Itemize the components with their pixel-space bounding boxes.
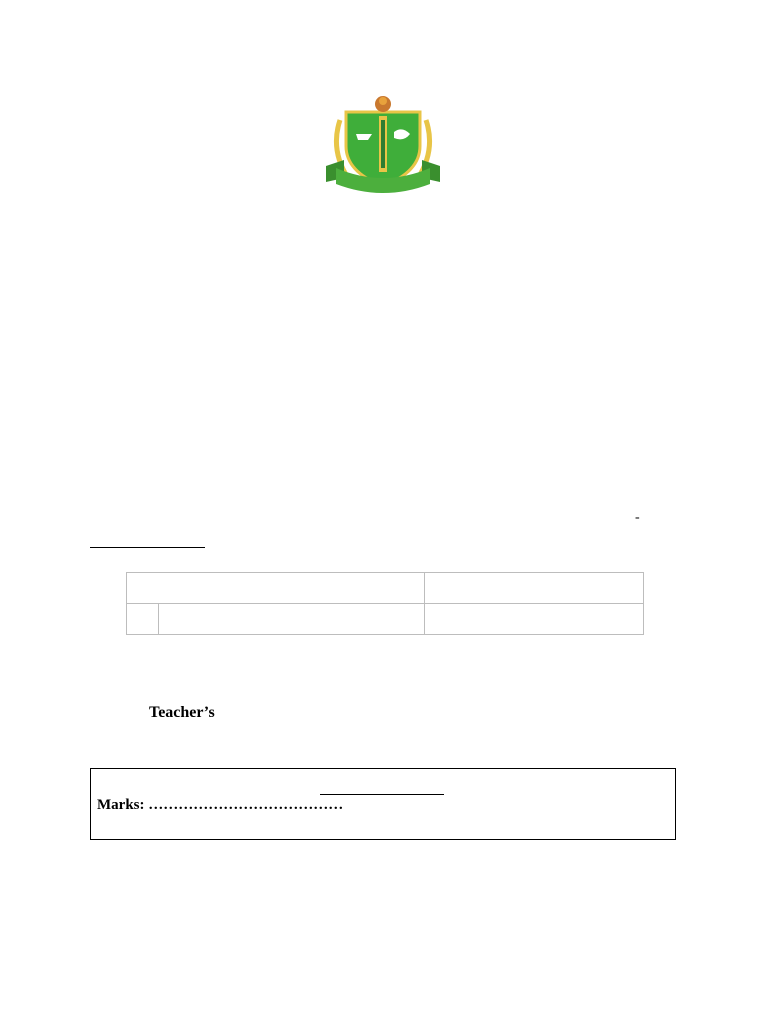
teacher-label: Teacher’s: [149, 704, 215, 721]
table-row: [127, 573, 644, 604]
info-table: [126, 572, 644, 635]
marks-label: Marks: …………………………………: [97, 797, 344, 813]
table-cell: [159, 604, 425, 635]
table-cell: [425, 604, 644, 635]
blank-underline: [90, 547, 205, 548]
table-cell: [127, 573, 425, 604]
marks-box: [90, 768, 676, 840]
logo-emblem: [322, 90, 444, 198]
signature-underline: [320, 794, 444, 795]
table-cell: [425, 573, 644, 604]
table-cell: [127, 604, 159, 635]
dash-mark: -: [635, 510, 640, 525]
table-row: [127, 604, 644, 635]
university-logo: [322, 90, 444, 198]
